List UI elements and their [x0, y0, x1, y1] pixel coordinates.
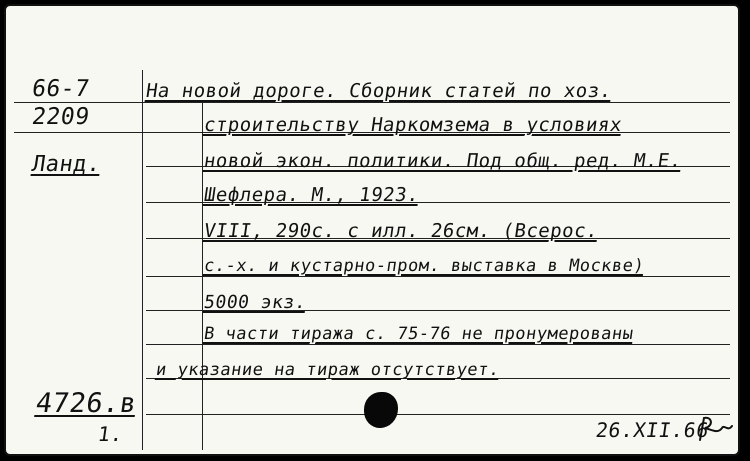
ink-blot	[364, 392, 398, 428]
entry-line-8: В части тиража с. 75-76 не пронумерованы	[202, 324, 635, 344]
entry-line-9: и указание на тираж отсутствует.	[154, 360, 501, 380]
entry-line-4: Шефлера. М., 1923.	[202, 184, 421, 206]
ruled-line	[146, 344, 730, 345]
call-number-line-3: Ланд.	[30, 152, 103, 177]
ruled-line	[146, 276, 730, 277]
inventory-number-line-1: 4726.в	[33, 388, 139, 419]
entry-line-2: строительству Наркомзема в условиях	[202, 114, 624, 136]
margin-line	[142, 70, 143, 450]
ruled-line	[146, 414, 730, 415]
inventory-number-line-2: 1.	[96, 422, 125, 446]
ruled-line	[14, 102, 730, 103]
call-number-line-1: 66-7	[30, 76, 92, 102]
catalog-card	[4, 4, 740, 456]
call-number-line-2: 2209	[30, 104, 92, 130]
entry-line-7: 5000 экз.	[202, 292, 308, 313]
initials-signature	[696, 414, 736, 444]
entry-line-3: новой экон. политики. Под общ. ред. М.Е.	[202, 150, 684, 172]
margin-line	[202, 102, 203, 450]
date-stamp: 26.XII.66	[594, 418, 711, 442]
entry-line-5: VIII, 290с. с илл. 26см. (Всерос.	[202, 220, 600, 242]
entry-line-6: с.-х. и кустарно-пром. выставка в Москве)	[202, 256, 646, 276]
entry-line-1: На новой дороге. Сборник статей по хоз.	[144, 80, 614, 102]
